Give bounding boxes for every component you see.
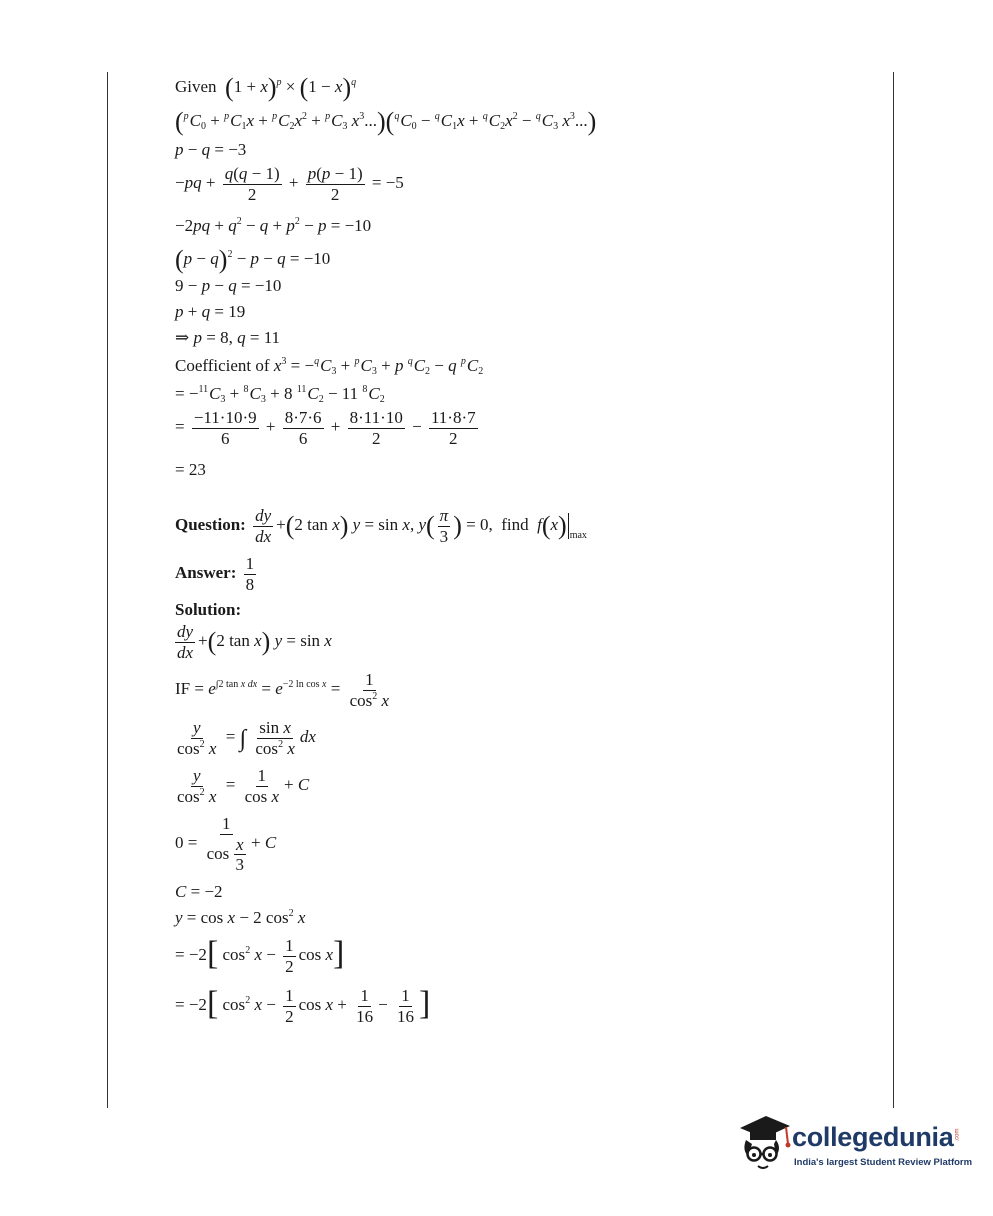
math-line-coefficient-x3: Coefficient of $x^3 = -^qC_3 + ^pC_3 + p$ $^qC_2 - q$ $^pC_2$ (175, 356, 484, 377)
math-line-solved: $\frac{y}{\cos^2 x}$ = $\frac{1}{\text{cos x}}$ + C (177, 766, 310, 806)
page-border-right (893, 72, 894, 1108)
math-line-p-q-values: ⇒ p = 8, q = 11 (175, 328, 281, 347)
math-line-coefficient-x2: −pq + $\frac{q(q - 1)}{2}$ + $\frac{p(p - 1)}{2}$ = −5 (175, 164, 404, 204)
solution-heading: Solution: (175, 600, 242, 619)
math-line-c-value: C = −2 (175, 882, 223, 901)
math-line-integral: $\frac{y}{\cos^2 x}$ = ∫ $\frac{\text{sin x}}{\cos^2 x}$ dx (177, 718, 316, 758)
math-line-fractions: = $\frac{-11\cdot 10\cdot 9}{6}$ + $\frac{8\cdot 7\cdot 6}{6}$ + $\frac{8\cdot 11\cdot 10}{2}$ − $\frac{11\cdot 8\cdot 7}{2}$ (175, 408, 476, 448)
math-line-diffeq: $\frac{dy}{dx}$ +(2 tan x) y = sin x (177, 622, 332, 662)
question-line: Question: $\frac{dy}{dx}$ +(2 tan x) y = sin x, y( $\frac{\pi}{3}$ ) = 0, find f(x) $_{max}$ (175, 506, 587, 546)
page-border-left (107, 72, 108, 1108)
math-line-p-plus-q: p + q = 19 (175, 302, 246, 321)
math-line-factored: = −2[ $\cos^2 x$ − $\frac{1}{2}$ cos x] (175, 935, 345, 976)
math-line-p-minus-q: p − q = −3 (175, 140, 247, 159)
math-line-substituted: = $-^{11}C_3 + ^8C_3 + 8$ $^{11}C_2 - 11$ $^8C_2$ (175, 384, 385, 405)
math-line-y-expression: y = cos x − 2 $\cos^2 x$ (175, 908, 306, 927)
math-line-integrating-factor: IF = $e^{\int 2 tan x dx} = e^{-2 ln cos x}$ = $\frac{1}{\cos^2 x}$ (175, 670, 390, 710)
math-line-nine: 9 − p − q = −10 (175, 276, 282, 295)
math-line-complete-square: = −2[ $\cos^2 x$ − $\frac{1}{2}$ cos x + $\frac{1}{16}$ − $\frac{1}{16}$ ] (175, 985, 431, 1026)
math-line-initial-condition: 0 = 1 cos $\frac{x}{3}$ + C (175, 814, 277, 875)
collegedunia-logo[interactable] (736, 1110, 973, 1176)
answer-line: Answer: $\frac{1}{8}$ (175, 554, 255, 594)
math-line-expansion: ($^pC_0 + ^pC_1x + ^pC_2x^2 + ^pC_3$ $x^3...)(^qC_0 - ^qC_1x + ^qC_2x^2 - ^qC_3$ $x^3$...) (175, 107, 597, 136)
brand-suffix: .com (954, 1128, 961, 1142)
mascot-icon (736, 1110, 792, 1176)
math-line-result: = 23 (175, 460, 206, 479)
math-line-expanded: $-2pq + q^2 - q + p^2 - p = -10$ (175, 216, 372, 235)
math-line-given: Given $(1 + x)^p \times (1 - x)^q$ (175, 73, 357, 102)
math-line-squared: $(p - q)^2 - p - q = -10$ (175, 245, 331, 274)
brand-tagline: India's largest Student Review Platform (794, 1157, 973, 1168)
brand-name: collegedunia (792, 1122, 954, 1152)
